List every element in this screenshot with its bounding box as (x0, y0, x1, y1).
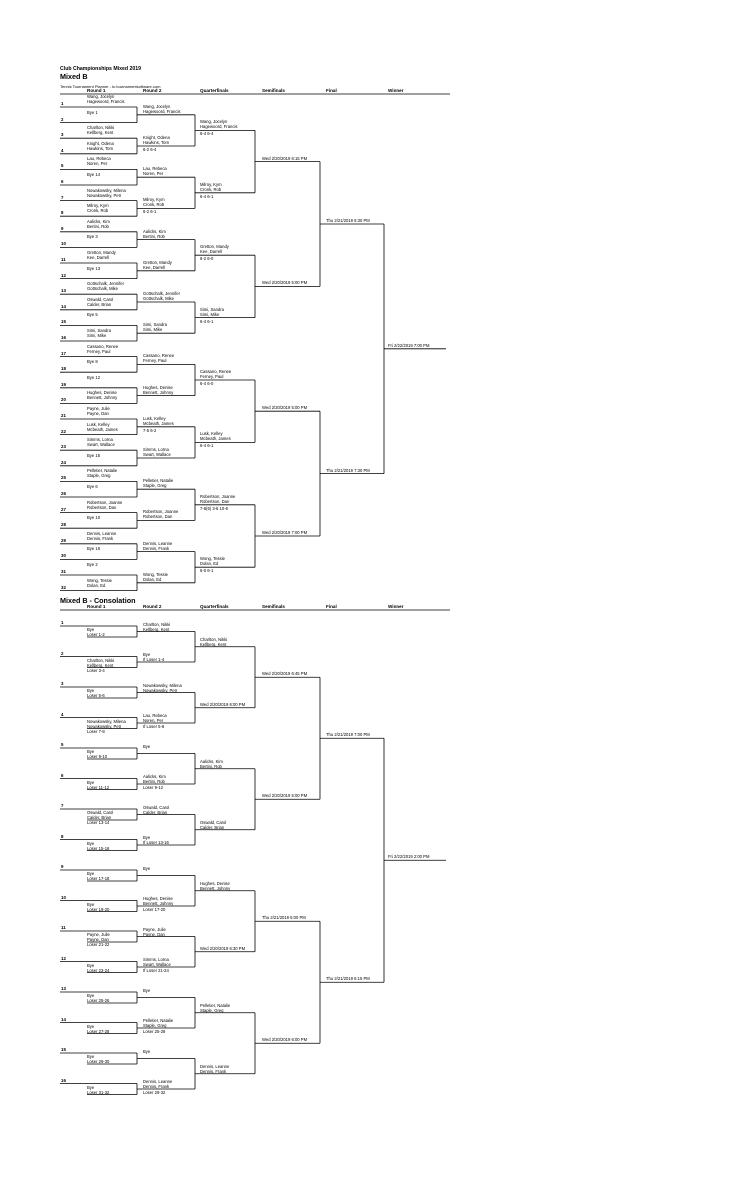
entry-cons-r2: Bertini, Rob (143, 779, 165, 784)
final-time: Thu 2/21/2019 6:30 PM (326, 218, 370, 223)
entry-r1: Pelletier, Natalie (87, 468, 118, 474)
entry-r2: Mcbeath, James (143, 420, 174, 426)
entry-r1: Hawkins, Tom (87, 145, 113, 151)
column-header-5: Winner (388, 604, 404, 609)
entry-r1: Dennis, Frank (87, 535, 114, 541)
slot-number: 12 (61, 955, 66, 961)
entry-r1: Bertini, Rob (87, 223, 109, 229)
slot-number: 20 (61, 397, 66, 403)
slot-number: 2 (61, 116, 64, 122)
entry-qf: Simi, Sandra (200, 306, 224, 312)
cons-semifinal-time: Wed 2/20/2019 6:00 PM (262, 1037, 308, 1043)
entry-r1: Simi, Sandra (87, 328, 111, 333)
entry-cons-qf: Oswald, Carol (200, 819, 227, 825)
entry-r2: Staple, Greg (143, 483, 167, 489)
entry-cons-r2: Loser 29-32 (143, 1090, 166, 1095)
entry-r2: Robertson, Joanne (143, 509, 179, 515)
entry-r2: Cronk, Rob (143, 202, 165, 208)
entry-cons-r1: Bye (87, 901, 95, 907)
slot-number: 11 (61, 925, 66, 930)
entry-r1: Simi, Mike (87, 333, 107, 338)
entry-r1: Oswald, Carol (87, 296, 114, 302)
entry-cons-r1: Loser 31-32 (87, 1089, 110, 1095)
entry-r1: Dolan, Ed (87, 582, 106, 588)
entry-cons-qf: Dennis, Frank (200, 1068, 227, 1074)
entry-r1: Bye 2 (87, 562, 98, 567)
entry-cons-r2: Oswald, Carol (143, 804, 170, 810)
entry-cons-r2: Bennett, Johnny (143, 901, 174, 906)
entry-r1: Bye 15 (87, 452, 101, 458)
entry-r1: Bye 16 (87, 546, 101, 552)
slot-number: 21 (61, 413, 66, 418)
entry-r1: Wang, Jocelyn (87, 94, 115, 99)
entry-r2: Bertini, Rob (143, 233, 165, 239)
entry-r1: Gretton, Mandy (87, 250, 116, 255)
entry-cons-r2: Lau, Rebeca (143, 713, 167, 718)
entry-cons-r1: Nowakowsky, Milena (87, 718, 126, 724)
cons-semifinal-time: Thu 2/21/2019 5:00 PM (262, 915, 306, 921)
entry-r2: Dennis, Frank (143, 545, 170, 551)
entry-r1: Bye 3 (87, 234, 98, 240)
semifinal-time: Wed 2/20/2019 7:00 PM (262, 530, 308, 535)
slot-number: 16 (61, 1077, 66, 1083)
entry-cons-r2: Loser 25-28 (143, 1029, 166, 1034)
entry-cons-r1: Loser 9-10 (87, 754, 108, 759)
entry-r1: Cassano, Renee (87, 343, 119, 349)
entry-r1: Bye 6 (87, 484, 98, 489)
slot-number: 7 (61, 194, 64, 200)
entry-r2: Noren, Per (143, 171, 164, 177)
score-qf: 6-4 6-1 (200, 193, 214, 199)
slot-number: 30 (61, 553, 66, 559)
entry-r1: Dennis, Leanne (87, 530, 117, 536)
entry-cons-r2: Dennis, Leanne (143, 1079, 173, 1084)
slot-number: 6 (61, 772, 64, 778)
column-header-3: Semifinals (262, 88, 285, 93)
entry-cons-qf: Bennett, Johnny (200, 885, 231, 891)
entry-cons-r2: Loser 9-12 (143, 785, 164, 790)
entry-cons-r1: Bye (87, 1054, 95, 1059)
entry-cons-r1: Loser 13-14 (87, 820, 110, 825)
entry-cons-r2: If Loser 13-16 (143, 840, 169, 845)
entry-cons-r2: If Loser 5-8 (143, 724, 165, 729)
slot-number: 28 (61, 522, 66, 528)
entry-r1: Bennett, Johnny (87, 395, 118, 401)
slot-number: 25 (61, 475, 66, 481)
entry-r1: Bye 10 (87, 515, 101, 521)
entry-qf: Dolan, Ed (200, 561, 219, 567)
entry-cons-r1: Loser 11-12 (87, 784, 110, 790)
main-draw-title: Mixed B (60, 72, 88, 81)
entry-cons-r1: Charlton, Nikki (87, 657, 115, 663)
entry-r2: Cassano, Renee (143, 353, 175, 359)
entry-r1: Wong, Tessie (87, 577, 112, 583)
entry-r2: Ferney, Paul (143, 358, 167, 364)
column-header-2: Quarterfinals (200, 604, 229, 609)
entry-r1: Swart, Wallace (87, 442, 115, 448)
entry-r2: Simi, Mike (143, 327, 163, 333)
score-qf: 6-4 6-1 (200, 443, 214, 449)
slot-number: 10 (61, 894, 66, 900)
entry-cons-r2: Staple, Greg (143, 1023, 167, 1028)
entry-r1: Noren, Per (87, 161, 108, 167)
entry-cons-r2: Swart, Wallace (143, 962, 171, 967)
column-header-2: Quarterfinals (200, 88, 229, 93)
slot-number: 15 (61, 319, 66, 325)
entry-r1: Kellberg, Kent (87, 130, 114, 136)
entry-qf: Gretton, Mandy (200, 244, 229, 250)
entry-r2: Hawkins, Tom (143, 140, 169, 145)
score-qf: 6-4 6-0 (200, 381, 214, 386)
score-qf: 6-2 6-0 (200, 256, 214, 262)
slot-number: 16 (61, 335, 66, 340)
slot-number: 13 (61, 288, 66, 294)
slot-number: 12 (61, 272, 66, 278)
slot-number: 26 (61, 491, 66, 496)
entry-qf: Robertson, Joanne (200, 493, 236, 499)
entry-cons-r2: Bye (143, 743, 151, 749)
entry-cons-r2: Simms, Lorna (143, 957, 169, 962)
slot-number: 13 (61, 986, 66, 991)
entry-cons-r2: If Loser 1-4 (143, 657, 165, 662)
entry-cons-r1: Bye (87, 1023, 95, 1029)
column-header-1: Round 2 (143, 604, 162, 609)
entry-cons-qf: Staple, Greg (200, 1007, 224, 1013)
entry-r1: Ferney, Paul (87, 348, 111, 354)
slot-number: 8 (61, 210, 64, 216)
column-header-0: Round 1 (87, 604, 106, 609)
entry-r1: Payne, Julie (87, 406, 110, 411)
slot-number: 5 (61, 163, 64, 169)
slot-number: 2 (61, 650, 64, 656)
column-header-3: Semifinals (262, 604, 285, 609)
score-qf: 7-6(6) 3-6 10-6 (200, 505, 228, 511)
final-time: Thu 2/21/2019 7:30 PM (326, 467, 370, 473)
doc-title: Club Championships Mixed 2019 (60, 66, 141, 72)
entry-cons-r1: Bye (87, 1084, 95, 1090)
slot-number: 9 (61, 864, 64, 869)
slot-number: 29 (61, 537, 66, 543)
entry-r2: Wong, Tessie (143, 571, 168, 577)
entry-qf: Wong, Tessie (200, 556, 225, 562)
slot-number: 3 (61, 681, 64, 686)
entry-cons-r2: Calder, Brian (143, 809, 168, 815)
entry-cons-r2: Bye (143, 835, 151, 840)
entry-r1: Nowakowsky, Petr (87, 192, 122, 198)
entry-cons-r1: Loser 19-20 (87, 906, 110, 912)
entry-r1: Robertson, Dan (87, 504, 117, 510)
entry-cons-r1: Oswald, Carol (87, 810, 114, 815)
entry-cons-r2: Kellberg, Kent (143, 626, 170, 632)
entry-qf: Cronk, Rob (200, 186, 222, 192)
entry-r2: Knight, Odena (143, 135, 170, 140)
slot-number: 23 (61, 444, 66, 450)
entry-r2: Gretton, Mandy (143, 259, 172, 265)
entry-r1: Hagewoord, Francis (87, 99, 125, 104)
entry-cons-r2: Bye (143, 652, 151, 657)
slot-number: 15 (61, 1047, 66, 1052)
entry-r1: Bye 8 (87, 359, 98, 365)
slot-number: 4 (61, 711, 64, 717)
entry-cons-r1: Calder, Brian (87, 815, 112, 820)
entry-r2: Dennis, Leanne (143, 540, 173, 546)
entry-cons-r1: Bye (87, 688, 95, 693)
entry-qf: Kee, Darrell (200, 249, 223, 255)
entry-r1: Lau, Rebeca (87, 156, 111, 162)
entry-cons-r1: Payne, Dan (87, 937, 109, 942)
cons-winner-time: Fri 2/22/2019 2:00 PM (388, 854, 430, 860)
entry-cons-r1: Bye (87, 627, 95, 632)
slot-number: 31 (61, 569, 66, 574)
entry-cons-r1: Loser 15-16 (87, 845, 110, 851)
slot-number: 17 (61, 350, 66, 356)
score-r2: 6-2 6-4 (143, 147, 157, 152)
entry-cons-r1: Loser 5-6 (87, 693, 105, 698)
entry-cons-r1: Bye (87, 779, 95, 785)
entry-r1: Simms, Lorna (87, 437, 113, 443)
entry-r1: Robertson, Joanne (87, 499, 123, 505)
entry-r2: Wang, Jocelyn (143, 103, 171, 109)
entry-cons-r1: Kellberg, Kent (87, 662, 114, 668)
entry-cons-r2: Nowakowsky, Petr (143, 687, 178, 693)
column-header-0: Round 1 (87, 88, 106, 93)
column-header-4: Final (326, 88, 337, 93)
entry-r1: Bye 12 (87, 374, 101, 380)
cons-qf-time: Wed 2/20/2019 6:00 PM (200, 701, 246, 707)
score-qf: 6-4 6-4 (200, 131, 214, 137)
entry-cons-r2: Loser 17-20 (143, 907, 166, 912)
entry-r1: Nowakowsky, Milena (87, 187, 126, 193)
entry-cons-r1: Loser 7-8 (87, 728, 105, 734)
entry-cons-r2: Bye (143, 865, 151, 871)
entry-cons-r1: Loser 21-22 (87, 942, 110, 947)
entry-r2: Kee, Darrell (143, 264, 166, 270)
entry-cons-r1: Loser 17-18 (87, 876, 110, 881)
entry-r2: Robertson, Dan (143, 514, 173, 520)
score-qf: 6-4 6-1 (200, 318, 214, 324)
entry-r2: Bennett, Johnny (143, 389, 174, 395)
entry-r1: Aalicks, Kim (87, 218, 110, 224)
entry-r1: Charlton, Nikki (87, 125, 115, 131)
entry-cons-r1: Nowakowsky, Petr (87, 723, 122, 729)
score-r2: 6-2 6-1 (143, 209, 157, 215)
entry-r2: Swart, Wallace (143, 452, 171, 457)
entry-cons-r2: Bye (143, 987, 151, 993)
entry-r1: Gottschalk, Jennifer (87, 281, 125, 287)
slot-number: 7 (61, 803, 64, 808)
score-qf: 6-0 6-1 (200, 568, 214, 574)
column-header-4: Final (326, 604, 337, 609)
entry-cons-r2: Nowakowsky, Milena (143, 682, 182, 688)
entry-r1: Hughes, Denise (87, 390, 117, 396)
slot-number: 24 (61, 459, 66, 465)
entry-cons-r2: Payne, Julie (143, 926, 166, 932)
entry-r1: Knight, Odena (87, 140, 114, 146)
entry-r1: Gottschalk, Mike (87, 286, 118, 292)
entry-r1: Kee, Darrell (87, 255, 110, 260)
entry-r2: Pelletier, Natalie (143, 478, 174, 484)
entry-cons-r1: Bye (87, 962, 95, 968)
entry-cons-r2: Payne, Dan (143, 931, 165, 937)
entry-r2: Simi, Sandra (143, 322, 167, 328)
entry-cons-r1: Loser 1-2 (87, 632, 105, 637)
entry-r2: Simms, Lorna (143, 447, 169, 452)
entry-cons-qf: Dennis, Leanne (200, 1063, 230, 1069)
entry-r2: Gottschalk, Jennifer (143, 291, 181, 296)
cons-qf-time: Wed 2/20/2019 6:30 PM (200, 945, 246, 951)
entry-cons-r1: Loser 27-28 (87, 1028, 110, 1034)
consolation-title: Mixed B - Consolation (60, 596, 136, 605)
entry-r1: Mcbeath, James (87, 426, 118, 432)
entry-r1: Milroy, Kym (87, 203, 109, 209)
entry-cons-r1: Loser 29-30 (87, 1059, 110, 1064)
entry-cons-r1: Payne, Julie (87, 932, 110, 937)
score-r2: 7-5 6-2 (143, 427, 157, 433)
slot-number: 6 (61, 179, 64, 184)
entry-cons-r2: Noren, Per (143, 718, 164, 723)
entry-r2: Hagewoord, Francis (143, 108, 181, 114)
entry-cons-qf: Pelletier, Natalie (200, 1002, 231, 1008)
entry-r1: Bye 1 (87, 109, 98, 115)
entry-cons-r2: Dennis, Frank (143, 1084, 170, 1089)
entry-r2: Gottschalk, Mike (143, 296, 174, 301)
semifinal-time: Wed 2/20/2019 5:00 PM (262, 280, 308, 286)
entry-r2: Hughes, Denise (143, 384, 173, 390)
credit-line: Tennis Tournament Planner - tc.tournamentsoftware.com (60, 84, 161, 89)
entry-r1: Staple, Greg (87, 473, 111, 479)
slot-number: 22 (61, 428, 66, 434)
semifinal-time: Wed 2/20/2019 5:00 PM (262, 405, 308, 411)
entry-cons-r2: Hughes, Denise (143, 896, 173, 901)
semifinal-time: Wed 2/20/2019 6:15 PM (262, 155, 308, 161)
entry-r1: Bye 14 (87, 172, 101, 177)
entry-cons-r1: Loser 3-4 (87, 667, 105, 673)
entry-qf: Hagewoord, Francis (200, 124, 238, 130)
slot-number: 1 (61, 101, 64, 106)
entry-cons-qf: Kellberg, Kent (200, 641, 227, 647)
cons-semifinal-time: Wed 2/20/2019 5:00 PM (262, 793, 308, 799)
entry-cons-r2: If Loser 21-24 (143, 968, 169, 973)
entry-cons-r1: Bye (87, 840, 95, 846)
entry-r2: Aalicks, Kim (143, 228, 166, 234)
entry-qf: Wang, Jocelyn (200, 119, 228, 125)
entry-r1: Payne, Dan (87, 411, 109, 416)
entry-cons-qf: Charlton, Nikki (200, 636, 228, 642)
column-header-5: Winner (388, 88, 404, 93)
entry-cons-qf: Bertini, Rob (200, 763, 222, 769)
slot-number: 4 (61, 147, 64, 153)
column-header-1: Round 2 (143, 88, 162, 93)
slot-number: 5 (61, 742, 64, 747)
slot-number: 27 (61, 506, 66, 512)
entry-r1: Cronk, Rob (87, 208, 109, 214)
entry-qf: Mcbeath, James (200, 436, 231, 442)
entry-qf: Milroy, Kym (200, 181, 222, 187)
entry-r2: Milroy, Kym (143, 197, 165, 203)
entry-cons-r1: Bye (87, 993, 95, 998)
slot-number: 14 (61, 303, 66, 309)
slot-number: 18 (61, 366, 66, 372)
winner-time: Fri 2/22/2019 7:00 PM (388, 342, 430, 348)
entry-qf: Robertson, Dan (200, 498, 230, 504)
slot-number: 3 (61, 132, 64, 138)
entry-cons-qf: Hughes, Denise (200, 880, 230, 886)
cons-semifinal-time: Wed 2/20/2019 6:45 PM (262, 671, 308, 677)
entry-r2: Dolan, Ed (143, 576, 162, 582)
slot-number: 19 (61, 381, 66, 387)
entry-cons-r1: Loser 25-26 (87, 998, 110, 1003)
entry-cons-r1: Bye (87, 871, 95, 876)
entry-cons-r2: Aalicks, Kim (143, 774, 166, 779)
entry-qf: Cassano, Renee (200, 369, 232, 374)
slot-number: 10 (61, 241, 66, 247)
entry-r1: Lusk, Kelley (87, 421, 110, 427)
entry-r1: Bye 5 (87, 312, 98, 318)
entry-cons-r2: Bye (143, 1048, 151, 1054)
slot-number: 32 (61, 584, 66, 590)
slot-number: 11 (61, 257, 66, 262)
slot-number: 1 (61, 620, 64, 625)
cons-final-time: Thu 2/21/2019 7:00 PM (326, 732, 370, 738)
entry-r1: Calder, Brian (87, 301, 112, 307)
cons-final-time: Thu 2/21/2019 6:15 PM (326, 976, 370, 982)
entry-cons-r2: Pelletier, Natalie (143, 1018, 174, 1023)
entry-cons-qf: Calder, Brian (200, 824, 225, 830)
entry-cons-r1: Bye (87, 749, 95, 754)
entry-r2: Lau, Rebeca (143, 166, 167, 172)
slot-number: 14 (61, 1016, 66, 1022)
entry-qf: Ferney, Paul (200, 374, 224, 379)
slot-number: 9 (61, 225, 64, 231)
entry-qf: Simi, Mike (200, 311, 220, 317)
slot-number: 8 (61, 833, 64, 839)
entry-qf: Lusk, Kelley (200, 431, 223, 437)
entry-cons-qf: Aalicks, Kim (200, 758, 223, 764)
entry-r1: Bye 13 (87, 265, 101, 271)
entry-cons-r2: Charlton, Nikki (143, 621, 171, 627)
entry-cons-r1: Loser 23-24 (87, 967, 110, 973)
entry-r2: Lusk, Kelley (143, 415, 166, 421)
